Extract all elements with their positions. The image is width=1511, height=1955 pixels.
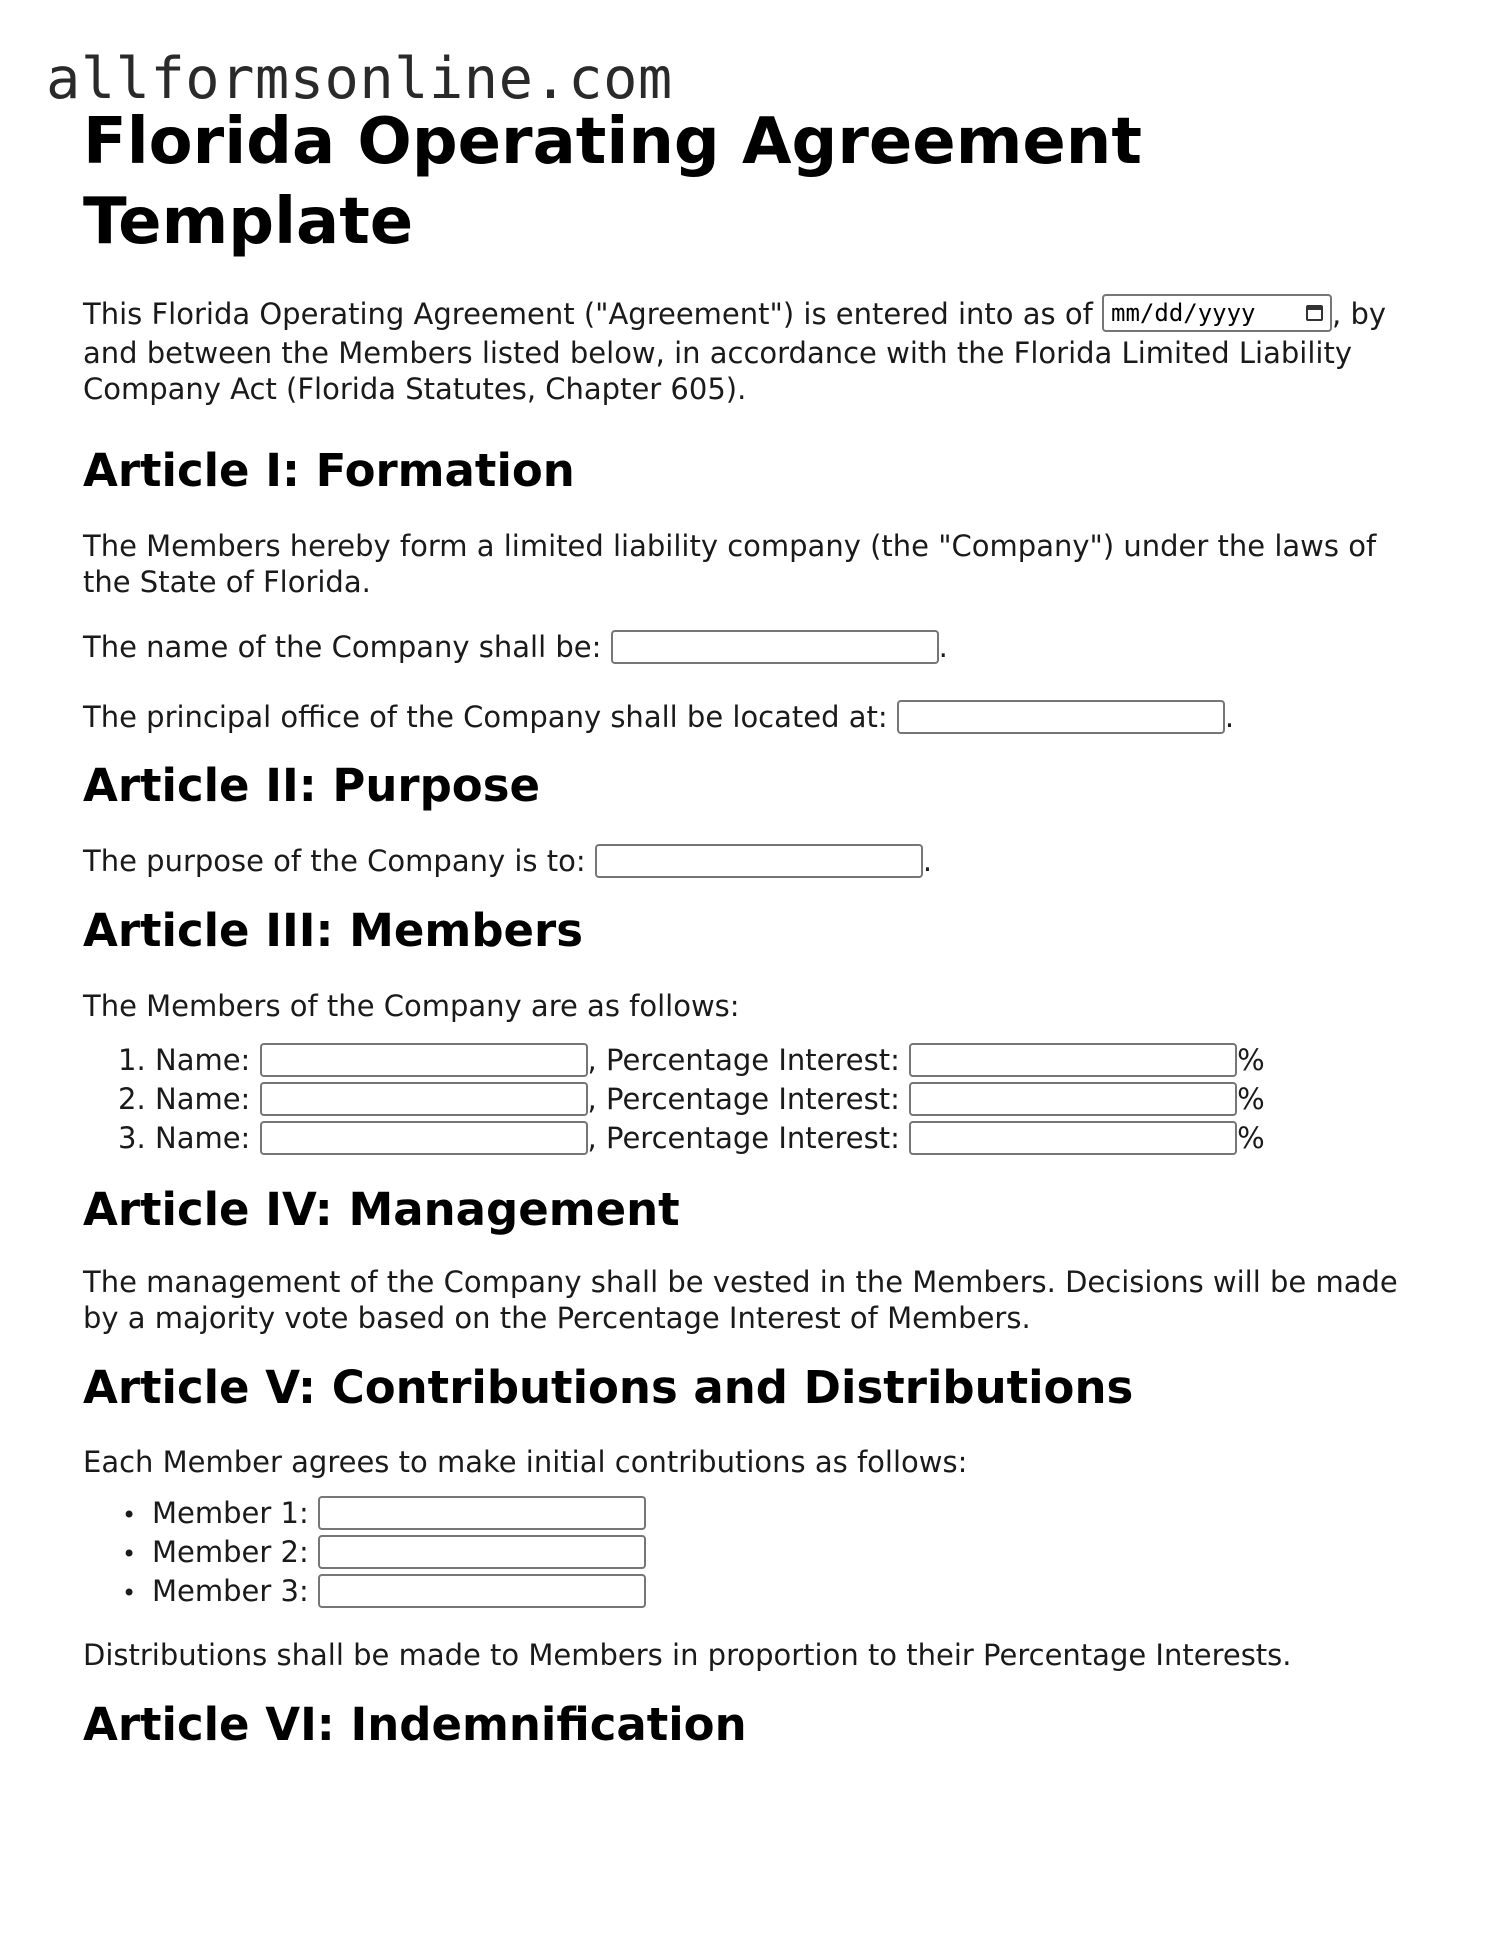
member-1-interest-input[interactable]	[909, 1043, 1237, 1077]
member-2-interest-input[interactable]	[909, 1082, 1237, 1116]
article-6-heading: Article VI: Indemnification	[83, 1698, 747, 1751]
article-3-text: The Members of the Company are as follows:	[83, 989, 740, 1023]
percent-sign: %	[1237, 1082, 1265, 1116]
article-4-text: The management of the Company shall be vested in the Members. Decisions will be made by a majority vote based on the Percentage Interest of Members.	[83, 1265, 1398, 1335]
intro-text-start: This Florida Operating Agreement ("Agreement") is entered into as of	[83, 297, 1103, 331]
member-row-3: 3. Name: , Percentage Interest: %	[118, 1121, 1265, 1155]
company-name-label: The name of the Company shall be:	[83, 630, 602, 664]
member-name-label: Name:	[155, 1121, 251, 1155]
company-name-line: The name of the Company shall be: .	[83, 630, 948, 664]
intro-text-end: , by and between the Members listed below, in accordance with the Florida Limited Liability Company Act (Florida Statutes, Chapter 605).	[83, 297, 1387, 406]
member-2-name-input[interactable]	[260, 1082, 588, 1116]
contribution-row-2: • Member 2:	[83, 1533, 1428, 1572]
article-5-heading: Article V: Contributions and Distributions	[83, 1361, 1134, 1414]
purpose-line: The purpose of the Company is to: .	[83, 844, 933, 878]
article-3-heading: Article III: Members	[83, 904, 584, 957]
agreement-form	[83, 102, 1428, 1753]
contributions-list	[83, 1494, 1428, 1611]
contribution-row-1: • Member 1:	[83, 1494, 1428, 1533]
site-watermark: allformsonline.com	[46, 46, 673, 112]
purpose-label: The purpose of the Company is to:	[83, 844, 586, 878]
member-label: Member 3:	[152, 1574, 309, 1608]
member-1-name-input[interactable]	[260, 1043, 588, 1077]
member-name-label: Name:	[155, 1082, 251, 1116]
member-label: Member 2:	[152, 1535, 309, 1569]
member-label: Member 1:	[152, 1496, 309, 1530]
agreement-date-input[interactable]	[1102, 294, 1332, 332]
interest-label: , Percentage Interest:	[587, 1043, 900, 1077]
company-name-input[interactable]	[611, 630, 939, 664]
page-title: Florida Operating Agreement Template	[83, 105, 1142, 259]
member-3-interest-input[interactable]	[909, 1121, 1237, 1155]
contribution-row-3: • Member 3:	[83, 1572, 1428, 1611]
article-4-heading: Article IV: Management	[83, 1183, 680, 1236]
member-2-contribution-input[interactable]	[318, 1535, 646, 1569]
article-1-text: The Members hereby form a limited liability company (the "Company") under the laws of the State of Florida.	[83, 529, 1377, 599]
principal-office-input[interactable]	[897, 700, 1225, 734]
article-5-text: Each Member agrees to make initial contributions as follows:	[83, 1445, 968, 1479]
distribution-text: Distributions shall be made to Members in proportion to their Percentage Interests.	[83, 1638, 1292, 1672]
purpose-input[interactable]	[595, 844, 923, 878]
intro-paragraph	[83, 296, 1428, 407]
percent-sign: %	[1237, 1121, 1265, 1155]
interest-label: , Percentage Interest:	[587, 1121, 900, 1155]
date-placeholder: mm/dd/yyyy	[1111, 299, 1256, 327]
interest-label: , Percentage Interest:	[587, 1082, 900, 1116]
principal-office-label: The principal office of the Company shall be located at:	[83, 700, 888, 734]
calendar-icon[interactable]	[1306, 305, 1323, 321]
members-list	[83, 1041, 1428, 1158]
member-1-contribution-input[interactable]	[318, 1496, 646, 1530]
member-row-2: 2. Name: , Percentage Interest: %	[118, 1082, 1265, 1116]
percent-sign: %	[1237, 1043, 1265, 1077]
member-row-1: 1. Name: , Percentage Interest: %	[118, 1043, 1265, 1077]
article-2-heading: Article II: Purpose	[83, 759, 541, 812]
article-1-heading: Article I: Formation	[83, 444, 575, 497]
member-3-name-input[interactable]	[260, 1121, 588, 1155]
principal-office-line: The principal office of the Company shall be located at: .	[83, 700, 1235, 734]
member-3-contribution-input[interactable]	[318, 1574, 646, 1608]
member-name-label: Name:	[155, 1043, 251, 1077]
